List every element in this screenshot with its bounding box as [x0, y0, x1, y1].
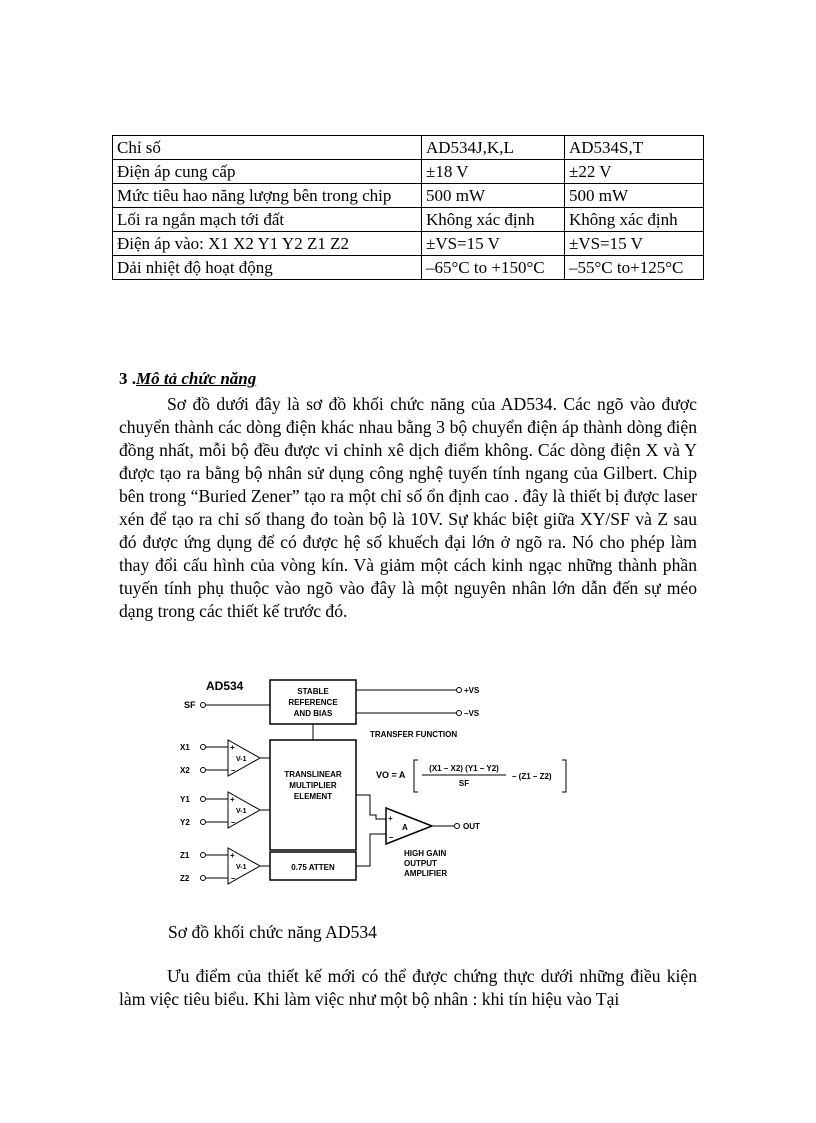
paragraph-text: Ưu điểm của thiết kế mới có thể được chứng thực dưới những điều kiện làm việc tiêu biểu. Khi làm việc như một bộ nhân : khi tín hiệu vào Tại: [119, 966, 697, 1009]
paragraph-advantages: [119, 965, 697, 1011]
section-heading: [119, 369, 256, 389]
buffer-label: V-1: [236, 864, 247, 871]
input-pin: [201, 820, 206, 825]
table-row: [113, 160, 704, 184]
spec-table: [112, 135, 704, 280]
table-cell: Lối ra ngắn mạch tới đất: [113, 208, 422, 232]
table-cell: AD534S,T: [565, 136, 704, 160]
table-cell: Mức tiêu hao năng lượng bên trong chip: [113, 184, 422, 208]
input-label: Y2: [180, 818, 190, 827]
table-cell: Dải nhiệt độ hoạt động: [113, 256, 422, 280]
mult-block-line: TRANSLINEAR: [284, 770, 342, 779]
ad534-block-diagram: [178, 676, 608, 886]
atten-to-amp-wire: [356, 834, 386, 866]
svg-text:+: +: [230, 795, 235, 804]
z-input-buffer: [180, 848, 270, 884]
input-pin: [201, 876, 206, 881]
table-row: [113, 184, 704, 208]
input-label: Z1: [180, 851, 190, 860]
table-cell: Điện áp cung cấp: [113, 160, 422, 184]
buffer-label: V-1: [236, 808, 247, 815]
table-row: [113, 208, 704, 232]
table-row: [113, 256, 704, 280]
svg-text:–: –: [231, 766, 236, 775]
sf-pin: [201, 703, 206, 708]
mult-block-line: ELEMENT: [293, 792, 333, 801]
amp-label: A: [402, 823, 408, 832]
out-pin: [455, 824, 460, 829]
formula-bracket-right: [562, 760, 566, 792]
mult-to-amp-wire: [356, 795, 386, 819]
table-cell: –55°C to+125°C: [565, 256, 704, 280]
chip-name: AD534: [206, 679, 244, 693]
ref-block-line: REFERENCE: [288, 698, 338, 707]
vs-minus-pin: [457, 711, 462, 716]
input-label: Y1: [180, 795, 190, 804]
figure-caption: Sơ đồ khối chức năng AD534: [168, 922, 377, 942]
ref-block-line: AND BIAS: [293, 709, 333, 718]
table-cell: Chỉ số: [113, 136, 422, 160]
table-cell: ±VS=15 V: [565, 232, 704, 256]
svg-text:+: +: [388, 814, 393, 823]
table-cell: ±VS=15 V: [422, 232, 565, 256]
input-pin: [201, 745, 206, 750]
transfer-function-label: TRANSFER FUNCTION: [370, 730, 458, 739]
svg-text:–: –: [231, 874, 236, 883]
sf-label: SF: [184, 700, 196, 710]
table-cell: ±18 V: [422, 160, 565, 184]
y-input-buffer: [180, 792, 270, 828]
input-pin: [201, 797, 206, 802]
formula-z-term: – (Z1 – Z2): [512, 772, 552, 781]
table-cell: AD534J,K,L: [422, 136, 565, 160]
table-cell: Không xác định: [422, 208, 565, 232]
table-cell: 500 mW: [565, 184, 704, 208]
table-row: [113, 232, 704, 256]
vs-plus-label: +VS: [464, 686, 480, 695]
vs-minus-label: –VS: [464, 709, 480, 718]
amp-desc-line: AMPLIFIER: [404, 869, 448, 878]
paragraph-text: Sơ đồ dưới đây là sơ đồ khối chức năng của AD534. Các ngõ vào được chuyển thành các dòng điện khác nhau bằng 3 bộ chuyển điện áp thành dòng điện đồng nhất, mỗi bộ đều được vi chỉnh xê dịch điểm không. Các dòng điện X và Y được tạo ra bằng bộ nhân sử dụng công nghệ tuyến tính ngang của Gilbert. Chip bên trong “Buried Zener” tạo ra một chỉ số ổn định cao . đây là thiết bị được laser xén để tạo ra chỉ số thang đo toàn bộ là 10V. Sự khác biệt giữa XY/SF và Z sau đó được ứng dụng để có được hệ số khuếch đại lớn ở ngõ ra. Nó cho phép làm thay đổi cấu hình của vòng kín. Và giảm một cách kinh ngạc những thành phần tuyến tính phụ thuộc vào ngõ vào đây là một nguyên nhân lớn dẫn đến sự méo dạng trong các thiết kế trước đó.: [119, 394, 697, 621]
formula-lhs: VO = A: [376, 770, 406, 780]
svg-text:–: –: [389, 833, 394, 842]
mult-block-line: MULTIPLIER: [289, 781, 337, 790]
formula-numerator: (X1 – X2) (Y1 – Y2): [429, 764, 499, 773]
out-label: OUT: [463, 822, 480, 831]
input-pin: [201, 768, 206, 773]
vs-plus-pin: [457, 688, 462, 693]
table-cell: –65°C to +150°C: [422, 256, 565, 280]
amp-desc-line: OUTPUT: [404, 859, 437, 868]
input-label: X2: [180, 766, 190, 775]
x-input-buffer: [180, 740, 270, 776]
table-row: [113, 136, 704, 160]
section-title: Mô tả chức năng: [136, 369, 257, 388]
input-pin: [201, 853, 206, 858]
formula-bracket-left: [414, 760, 418, 792]
buffer-label: V-1: [236, 756, 247, 763]
paragraph-description: [119, 393, 697, 623]
svg-text:+: +: [230, 851, 235, 860]
table-cell: Không xác định: [565, 208, 704, 232]
svg-text:+: +: [230, 743, 235, 752]
table-cell: 500 mW: [422, 184, 565, 208]
input-label: X1: [180, 743, 190, 752]
atten-label: 0.75 ATTEN: [291, 863, 335, 872]
input-label: Z2: [180, 874, 190, 883]
table-cell: ±22 V: [565, 160, 704, 184]
amp-desc-line: HIGH GAIN: [404, 849, 447, 858]
formula-denominator: SF: [458, 779, 470, 788]
ref-block-line: STABLE: [297, 687, 329, 696]
section-number: 3 .: [119, 369, 136, 388]
table-cell: Điện áp vào: X1 X2 Y1 Y2 Z1 Z2: [113, 232, 422, 256]
svg-text:–: –: [231, 818, 236, 827]
